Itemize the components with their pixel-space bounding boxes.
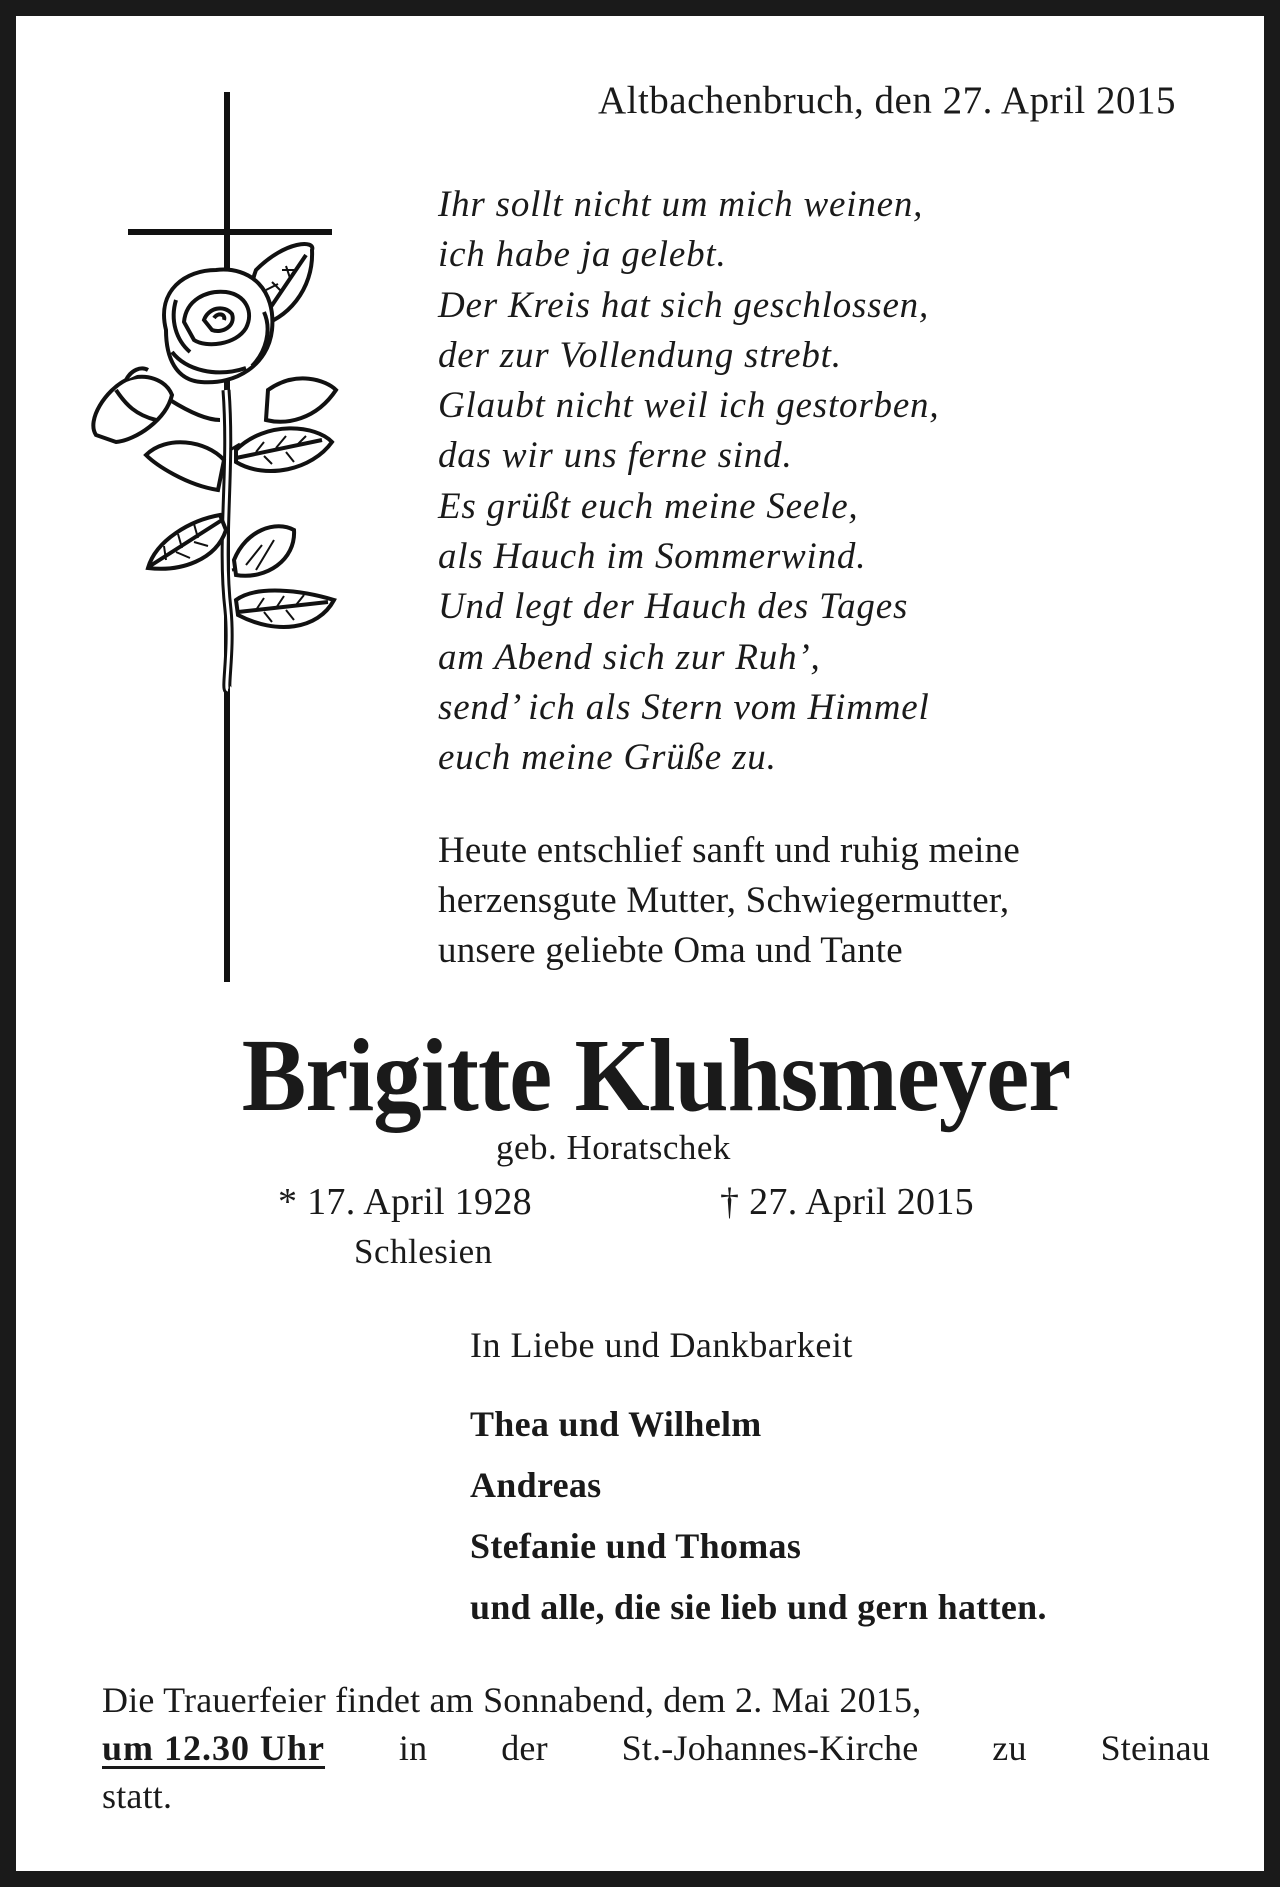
service-line-3: statt.: [102, 1776, 173, 1816]
poem-line: Ihr sollt nicht um mich weinen,: [438, 184, 924, 225]
poem-line: als Hauch im Sommerwind.: [438, 536, 867, 578]
poem-line: der zur Vollendung strebt.: [438, 334, 842, 376]
announcement-line: herzensgute Mutter, Schwiegermutter,: [438, 880, 1010, 921]
mourner-entry: Andreas: [470, 1465, 602, 1505]
mourners-intro: In Liebe und Dankbarkeit: [470, 1325, 853, 1365]
poem-line: am Abend sich zur Ruh’,: [438, 636, 821, 678]
service-time: um 12.30 Uhr: [102, 1728, 326, 1768]
mourner-entry: Thea und Wilhelm: [470, 1404, 762, 1444]
announcement-line: Heute entschlief sanft und ruhig meine: [438, 830, 1020, 871]
mourners-list: [470, 1394, 1047, 1638]
announcement-line: unsere geliebte Oma und Tante: [438, 930, 903, 971]
poem-line: das wir uns ferne sind.: [438, 435, 793, 477]
maiden-name: geb. Horatschek: [496, 1128, 731, 1167]
cross-with-rose-icon: [86, 90, 346, 990]
death-announcement: [438, 826, 1020, 976]
service-word: Steinau: [1100, 1728, 1210, 1768]
birthplace: Schlesien: [354, 1232, 493, 1271]
service-word: zu: [992, 1728, 1027, 1768]
deceased-name: Brigitte Kluhsmeyer: [241, 1018, 1071, 1133]
birth-date: * 17. April 1928: [278, 1181, 532, 1223]
poem-line: euch meine Grüße zu.: [438, 737, 777, 779]
service-text: Die Trauerfeier findet am Sonnabend, dem 2. Mai 2015,: [102, 1680, 922, 1720]
poem-line: send’ ich als Stern vom Himmel: [438, 686, 930, 728]
poem-line: Glaubt nicht weil ich gestorben,: [438, 385, 940, 427]
service-line-2: [102, 1724, 1210, 1772]
service-line-1: [102, 1676, 1210, 1724]
poem-line: Und legt der Hauch des Tages: [438, 586, 909, 628]
mourner-entry: Stefanie und Thomas: [470, 1526, 802, 1566]
dateline: Altbachenbruch, den 27. April 2015: [597, 79, 1176, 122]
death-date: † 27. April 2015: [720, 1181, 974, 1223]
service-word: in: [398, 1728, 428, 1768]
service-word: der: [501, 1728, 548, 1768]
poem: [438, 180, 939, 784]
service-word: St.-Johannes-Kirche: [621, 1728, 919, 1768]
poem-line: Es grüßt euch meine Seele,: [438, 485, 859, 527]
poem-line: Der Kreis hat sich geschlossen,: [438, 284, 930, 326]
poem-line: ich habe ja gelebt.: [438, 234, 727, 276]
funeral-service-info: [102, 1676, 1210, 1820]
mourner-entry: und alle, die sie lieb und gern hatten.: [470, 1587, 1047, 1627]
